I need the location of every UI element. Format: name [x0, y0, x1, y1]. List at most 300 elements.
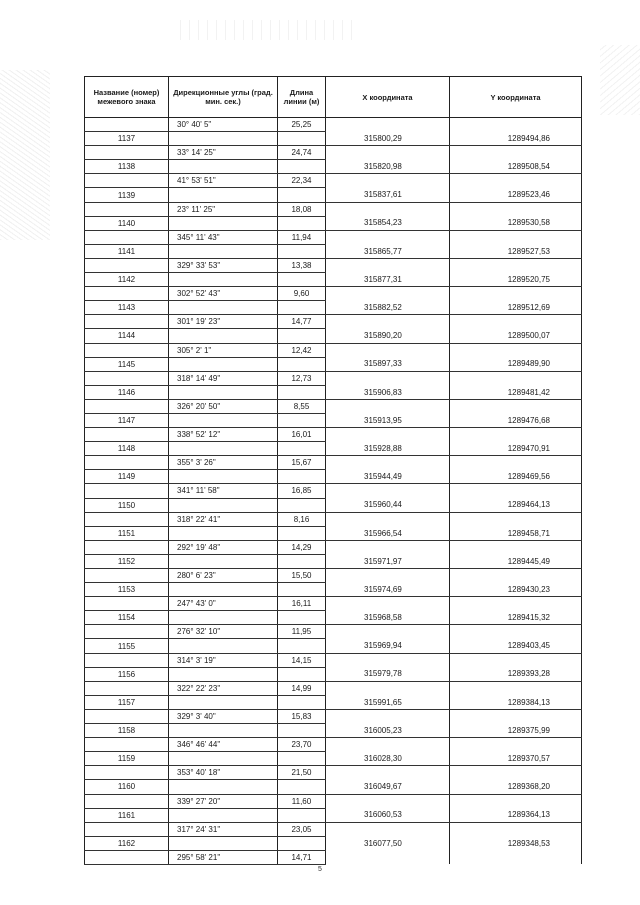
- table-row-point: [85, 244, 582, 258]
- table-row-segment: [85, 399, 582, 413]
- table-cell-empty: [169, 667, 278, 681]
- table-row-segment: [85, 540, 582, 554]
- table-row-segment: [85, 428, 582, 442]
- table-cell-empty: [278, 301, 326, 315]
- point-y-coordinate: 1289464,13: [450, 498, 582, 512]
- table-cell-empty: [278, 273, 326, 287]
- table-row-point: [85, 526, 582, 540]
- table-cell-empty: [450, 428, 582, 442]
- table-cell-empty: [85, 681, 169, 695]
- table-row-point: [85, 808, 582, 822]
- table-cell-empty: [450, 766, 582, 780]
- table-body: [85, 118, 582, 865]
- table-cell-empty: [278, 639, 326, 653]
- point-y-coordinate: 1289481,42: [450, 385, 582, 399]
- table-cell-empty: [169, 808, 278, 822]
- table-cell-angle: 305° 2' 1": [169, 343, 278, 357]
- table-cell-empty: [278, 752, 326, 766]
- table-cell-empty: [169, 413, 278, 427]
- table-cell-empty: [85, 287, 169, 301]
- table-cell-angle: 33° 14' 25": [169, 146, 278, 160]
- table-cell-empty: [169, 780, 278, 794]
- table-cell-empty: [169, 752, 278, 766]
- table-cell-angle: 355° 3' 26": [169, 456, 278, 470]
- table-cell-empty: [85, 484, 169, 498]
- point-y-coordinate: 1289348,53: [450, 836, 582, 850]
- table-cell-angle: 329° 33' 53": [169, 258, 278, 272]
- table-cell-empty: [450, 371, 582, 385]
- point-x-coordinate: 315854,23: [326, 216, 450, 230]
- point-y-coordinate: 1289489,90: [450, 357, 582, 371]
- table-cell-empty: [326, 315, 450, 329]
- table-row-segment: [85, 371, 582, 385]
- table-cell-empty: [85, 738, 169, 752]
- table-cell-empty: [450, 456, 582, 470]
- table-cell-angle: 318° 22' 41": [169, 512, 278, 526]
- point-x-coordinate: 316028,30: [326, 752, 450, 766]
- table-cell-empty: [169, 160, 278, 174]
- table-row-segment: [85, 794, 582, 808]
- table-cell-empty: [326, 597, 450, 611]
- table-cell-empty: [450, 569, 582, 583]
- table-row-point: [85, 329, 582, 343]
- table-row-point: [85, 611, 582, 625]
- table-row-point: [85, 639, 582, 653]
- point-name: 1155: [85, 639, 169, 653]
- table-cell-angle: 276° 32' 10": [169, 625, 278, 639]
- table-cell-empty: [169, 583, 278, 597]
- table-row-point: [85, 498, 582, 512]
- point-name: 1138: [85, 160, 169, 174]
- page-number: 5: [318, 866, 322, 873]
- table-cell-empty: [85, 709, 169, 723]
- table-cell-empty: [169, 357, 278, 371]
- table-cell-empty: [326, 258, 450, 272]
- table-cell-empty: [278, 611, 326, 625]
- table-cell-angle: 317° 24' 31": [169, 822, 278, 836]
- table-row-point: [85, 667, 582, 681]
- table-cell-empty: [326, 681, 450, 695]
- point-y-coordinate: 1289527,53: [450, 244, 582, 258]
- table-cell-empty: [278, 808, 326, 822]
- table-cell-length: 16,01: [278, 428, 326, 442]
- point-name: 1137: [85, 132, 169, 146]
- table-cell-empty: [450, 174, 582, 188]
- point-x-coordinate: 316077,50: [326, 836, 450, 850]
- table-cell-empty: [278, 780, 326, 794]
- table-cell-empty: [450, 597, 582, 611]
- point-x-coordinate: 315960,44: [326, 498, 450, 512]
- table-cell-empty: [169, 639, 278, 653]
- point-name: 1158: [85, 724, 169, 738]
- table-cell-empty: [85, 230, 169, 244]
- table-row-point: [85, 836, 582, 850]
- table-row-point: [85, 780, 582, 794]
- point-name: 1154: [85, 611, 169, 625]
- table-cell-empty: [450, 118, 582, 132]
- point-name: 1146: [85, 385, 169, 399]
- table-cell-empty: [169, 244, 278, 258]
- point-x-coordinate: 315971,97: [326, 554, 450, 568]
- table-cell-empty: [278, 385, 326, 399]
- table-cell-angle: 353° 40' 18": [169, 766, 278, 780]
- table-cell-empty: [326, 484, 450, 498]
- table-row-segment: [85, 287, 582, 301]
- table-cell-empty: [85, 118, 169, 132]
- table-cell-angle: 341° 11' 58": [169, 484, 278, 498]
- table-row-segment: [85, 456, 582, 470]
- table-cell-empty: [169, 836, 278, 850]
- table-cell-empty: [450, 512, 582, 526]
- table-cell-empty: [85, 371, 169, 385]
- point-y-coordinate: 1289500,07: [450, 329, 582, 343]
- table-cell-empty: [278, 244, 326, 258]
- table-cell-empty: [450, 399, 582, 413]
- point-name: 1140: [85, 216, 169, 230]
- point-name: 1141: [85, 244, 169, 258]
- table-cell-length: 25,25: [278, 118, 326, 132]
- table-cell-empty: [169, 188, 278, 202]
- point-name: 1150: [85, 498, 169, 512]
- point-y-coordinate: 1289445,49: [450, 554, 582, 568]
- table-cell-empty: [278, 554, 326, 568]
- table-cell-empty: [326, 456, 450, 470]
- table-row-point: [85, 583, 582, 597]
- header-length: Длина линии (м): [278, 77, 326, 118]
- table-cell-length: 15,50: [278, 569, 326, 583]
- table-cell-empty: [450, 653, 582, 667]
- point-y-coordinate: 1289530,58: [450, 216, 582, 230]
- table-cell-angle: 329° 3' 40": [169, 709, 278, 723]
- point-y-coordinate: 1289508,54: [450, 160, 582, 174]
- table-cell-empty: [326, 569, 450, 583]
- table-cell-empty: [326, 850, 450, 864]
- point-x-coordinate: 315974,69: [326, 583, 450, 597]
- table-cell-length: 13,38: [278, 258, 326, 272]
- table-row-point: [85, 132, 582, 146]
- header-angles: Дирекционные углы (град. мин. сек.): [169, 77, 278, 118]
- table-cell-empty: [85, 569, 169, 583]
- point-name: 1149: [85, 470, 169, 484]
- table-cell-length: 15,67: [278, 456, 326, 470]
- table-row-segment: [85, 766, 582, 780]
- table-cell-empty: [278, 498, 326, 512]
- point-name: 1143: [85, 301, 169, 315]
- table-cell-empty: [326, 399, 450, 413]
- table-cell-empty: [278, 695, 326, 709]
- point-x-coordinate: 315969,94: [326, 639, 450, 653]
- table-cell-length: 18,08: [278, 202, 326, 216]
- point-x-coordinate: 315882,52: [326, 301, 450, 315]
- point-x-coordinate: 315820,98: [326, 160, 450, 174]
- table-cell-empty: [326, 709, 450, 723]
- table-row-segment: [85, 202, 582, 216]
- table-cell-empty: [326, 230, 450, 244]
- point-name: 1156: [85, 667, 169, 681]
- table-cell-empty: [326, 738, 450, 752]
- point-y-coordinate: 1289469,56: [450, 470, 582, 484]
- table-cell-empty: [450, 146, 582, 160]
- table-cell-empty: [278, 836, 326, 850]
- table-cell-empty: [278, 442, 326, 456]
- table-row-segment: [85, 653, 582, 667]
- point-x-coordinate: 316049,67: [326, 780, 450, 794]
- table-cell-empty: [450, 822, 582, 836]
- table-cell-empty: [85, 174, 169, 188]
- table-cell-length: 14,15: [278, 653, 326, 667]
- table-cell-length: 8,55: [278, 399, 326, 413]
- table-cell-empty: [169, 132, 278, 146]
- point-x-coordinate: 315966,54: [326, 526, 450, 540]
- table-cell-empty: [85, 794, 169, 808]
- table-cell-angle: 302° 52' 43": [169, 287, 278, 301]
- table-cell-angle: 292° 19' 48": [169, 540, 278, 554]
- point-y-coordinate: 1289470,91: [450, 442, 582, 456]
- table-cell-empty: [278, 470, 326, 484]
- table-cell-empty: [326, 766, 450, 780]
- point-y-coordinate: 1289375,99: [450, 724, 582, 738]
- point-x-coordinate: 315944,49: [326, 470, 450, 484]
- table-cell-empty: [450, 315, 582, 329]
- point-y-coordinate: 1289458,71: [450, 526, 582, 540]
- table-cell-empty: [450, 343, 582, 357]
- table-row-point: [85, 752, 582, 766]
- point-name: 1145: [85, 357, 169, 371]
- table-cell-length: 21,50: [278, 766, 326, 780]
- point-name: 1142: [85, 273, 169, 287]
- table-cell-empty: [169, 442, 278, 456]
- table-cell-empty: [278, 413, 326, 427]
- table-cell-empty: [326, 540, 450, 554]
- table-cell-angle: 30° 40' 5": [169, 118, 278, 132]
- table-cell-length: 8,16: [278, 512, 326, 526]
- point-y-coordinate: 1289393,28: [450, 667, 582, 681]
- point-x-coordinate: 315968,58: [326, 611, 450, 625]
- point-y-coordinate: 1289512,69: [450, 301, 582, 315]
- table-cell-empty: [326, 287, 450, 301]
- table-cell-empty: [85, 597, 169, 611]
- point-y-coordinate: 1289494,86: [450, 132, 582, 146]
- table-cell-empty: [326, 512, 450, 526]
- table-cell-empty: [278, 188, 326, 202]
- table-cell-empty: [169, 611, 278, 625]
- table-cell-empty: [450, 794, 582, 808]
- point-x-coordinate: 315800,29: [326, 132, 450, 146]
- point-name: 1144: [85, 329, 169, 343]
- point-y-coordinate: 1289476,68: [450, 413, 582, 427]
- point-x-coordinate: 316005,23: [326, 724, 450, 738]
- table-row-first-segment: [85, 118, 582, 132]
- point-x-coordinate: 315906,83: [326, 385, 450, 399]
- table-row-point: [85, 442, 582, 456]
- table-cell-length: 24,74: [278, 146, 326, 160]
- table-cell-empty: [450, 738, 582, 752]
- point-x-coordinate: 315979,78: [326, 667, 450, 681]
- table-cell-length: 16,11: [278, 597, 326, 611]
- table-cell-empty: [85, 850, 169, 864]
- table-cell-angle: 318° 14' 49": [169, 371, 278, 385]
- table-cell-empty: [169, 695, 278, 709]
- table-row-segment: [85, 258, 582, 272]
- table-row-point: [85, 160, 582, 174]
- point-x-coordinate: 315928,88: [326, 442, 450, 456]
- table-cell-empty: [326, 371, 450, 385]
- table-header-row: [85, 77, 582, 118]
- table-cell-empty: [326, 653, 450, 667]
- table-cell-empty: [85, 146, 169, 160]
- table-cell-empty: [85, 202, 169, 216]
- point-name: 1151: [85, 526, 169, 540]
- table-row-segment: [85, 625, 582, 639]
- point-x-coordinate: 315897,33: [326, 357, 450, 371]
- table-cell-empty: [85, 399, 169, 413]
- table-cell-empty: [450, 540, 582, 554]
- table-row-segment: [85, 822, 582, 836]
- table-cell-length: 11,60: [278, 794, 326, 808]
- table-row-segment: [85, 512, 582, 526]
- table-cell-empty: [278, 724, 326, 738]
- table-cell-empty: [326, 343, 450, 357]
- table-cell-empty: [326, 118, 450, 132]
- table-cell-angle: 338° 52' 12": [169, 428, 278, 442]
- table-cell-length: 22,34: [278, 174, 326, 188]
- table-row-segment: [85, 230, 582, 244]
- table-cell-empty: [169, 526, 278, 540]
- table-cell-empty: [450, 258, 582, 272]
- table-cell-empty: [169, 385, 278, 399]
- table-cell-empty: [278, 160, 326, 174]
- table-cell-angle: 339° 27' 20": [169, 794, 278, 808]
- table-cell-empty: [278, 329, 326, 343]
- point-x-coordinate: 315913,95: [326, 413, 450, 427]
- table-row-point: [85, 301, 582, 315]
- table-cell-empty: [85, 343, 169, 357]
- table-cell-empty: [85, 653, 169, 667]
- point-name: 1159: [85, 752, 169, 766]
- table-cell-length: 23,05: [278, 822, 326, 836]
- point-x-coordinate: 316060,53: [326, 808, 450, 822]
- table-cell-length: 14,71: [278, 850, 326, 864]
- table-cell-length: 14,77: [278, 315, 326, 329]
- table-row-point: [85, 470, 582, 484]
- table-row-segment: [85, 146, 582, 160]
- table-cell-angle: 346° 46' 44": [169, 738, 278, 752]
- table-cell-empty: [450, 850, 582, 864]
- table-cell-empty: [169, 301, 278, 315]
- table-cell-length: 11,94: [278, 230, 326, 244]
- table-cell-empty: [169, 216, 278, 230]
- table-cell-empty: [85, 766, 169, 780]
- header-x: X координата: [326, 77, 450, 118]
- table-cell-empty: [278, 357, 326, 371]
- point-name: 1148: [85, 442, 169, 456]
- point-name: 1160: [85, 780, 169, 794]
- point-y-coordinate: 1289364,13: [450, 808, 582, 822]
- table-cell-empty: [450, 287, 582, 301]
- table-cell-empty: [326, 625, 450, 639]
- table-cell-empty: [85, 512, 169, 526]
- point-name: 1153: [85, 583, 169, 597]
- table-row-point: [85, 695, 582, 709]
- point-y-coordinate: 1289520,75: [450, 273, 582, 287]
- table-row-segment: [85, 850, 582, 864]
- table-cell-length: 15,83: [278, 709, 326, 723]
- scan-noise-top: [180, 20, 360, 40]
- point-name: 1157: [85, 695, 169, 709]
- point-y-coordinate: 1289368,20: [450, 780, 582, 794]
- table-cell-empty: [169, 554, 278, 568]
- table-row-point: [85, 216, 582, 230]
- table-cell-empty: [85, 428, 169, 442]
- point-y-coordinate: 1289523,46: [450, 188, 582, 202]
- table-cell-empty: [85, 822, 169, 836]
- table-cell-length: 11,95: [278, 625, 326, 639]
- point-y-coordinate: 1289430,23: [450, 583, 582, 597]
- scan-noise-left: [0, 70, 50, 240]
- table-cell-empty: [85, 625, 169, 639]
- point-y-coordinate: 1289403,45: [450, 639, 582, 653]
- table-cell-empty: [326, 428, 450, 442]
- table-cell-empty: [278, 667, 326, 681]
- table-cell-length: 9,60: [278, 287, 326, 301]
- point-x-coordinate: 315991,65: [326, 695, 450, 709]
- table-cell-length: 12,73: [278, 371, 326, 385]
- table-row-point: [85, 273, 582, 287]
- coordinates-table: [84, 76, 582, 865]
- table-row-segment: [85, 597, 582, 611]
- scan-noise-right: [600, 45, 640, 115]
- table-cell-empty: [278, 583, 326, 597]
- point-y-coordinate: 1289370,57: [450, 752, 582, 766]
- table-cell-angle: 41° 53' 51": [169, 174, 278, 188]
- table-cell-empty: [85, 456, 169, 470]
- table-row-segment: [85, 569, 582, 583]
- point-name: 1161: [85, 808, 169, 822]
- table-cell-empty: [450, 625, 582, 639]
- table-row-segment: [85, 738, 582, 752]
- table-cell-empty: [169, 273, 278, 287]
- table-cell-empty: [450, 484, 582, 498]
- point-x-coordinate: 315837,61: [326, 188, 450, 202]
- table-cell-empty: [326, 822, 450, 836]
- table-cell-empty: [169, 470, 278, 484]
- table-cell-length: 16,85: [278, 484, 326, 498]
- table-row-segment: [85, 681, 582, 695]
- point-name: 1152: [85, 554, 169, 568]
- table-cell-angle: 247° 43' 0": [169, 597, 278, 611]
- table-cell-length: 12,42: [278, 343, 326, 357]
- table-cell-angle: 345° 11' 43": [169, 230, 278, 244]
- point-name: 1162: [85, 836, 169, 850]
- table-cell-empty: [278, 526, 326, 540]
- table-row-segment: [85, 343, 582, 357]
- table-cell-empty: [326, 794, 450, 808]
- table-row-point: [85, 724, 582, 738]
- table-cell-empty: [169, 498, 278, 512]
- table-cell-angle: 23° 11' 25": [169, 202, 278, 216]
- table-cell-angle: 322° 22' 23": [169, 681, 278, 695]
- table-row-point: [85, 413, 582, 427]
- table-cell-length: 23,70: [278, 738, 326, 752]
- table-cell-empty: [326, 146, 450, 160]
- table-row-segment: [85, 709, 582, 723]
- table-row-point: [85, 554, 582, 568]
- table-cell-empty: [326, 174, 450, 188]
- table-cell-empty: [450, 202, 582, 216]
- point-name: 1147: [85, 413, 169, 427]
- table-cell-angle: 326° 20' 50": [169, 399, 278, 413]
- table-cell-length: 14,99: [278, 681, 326, 695]
